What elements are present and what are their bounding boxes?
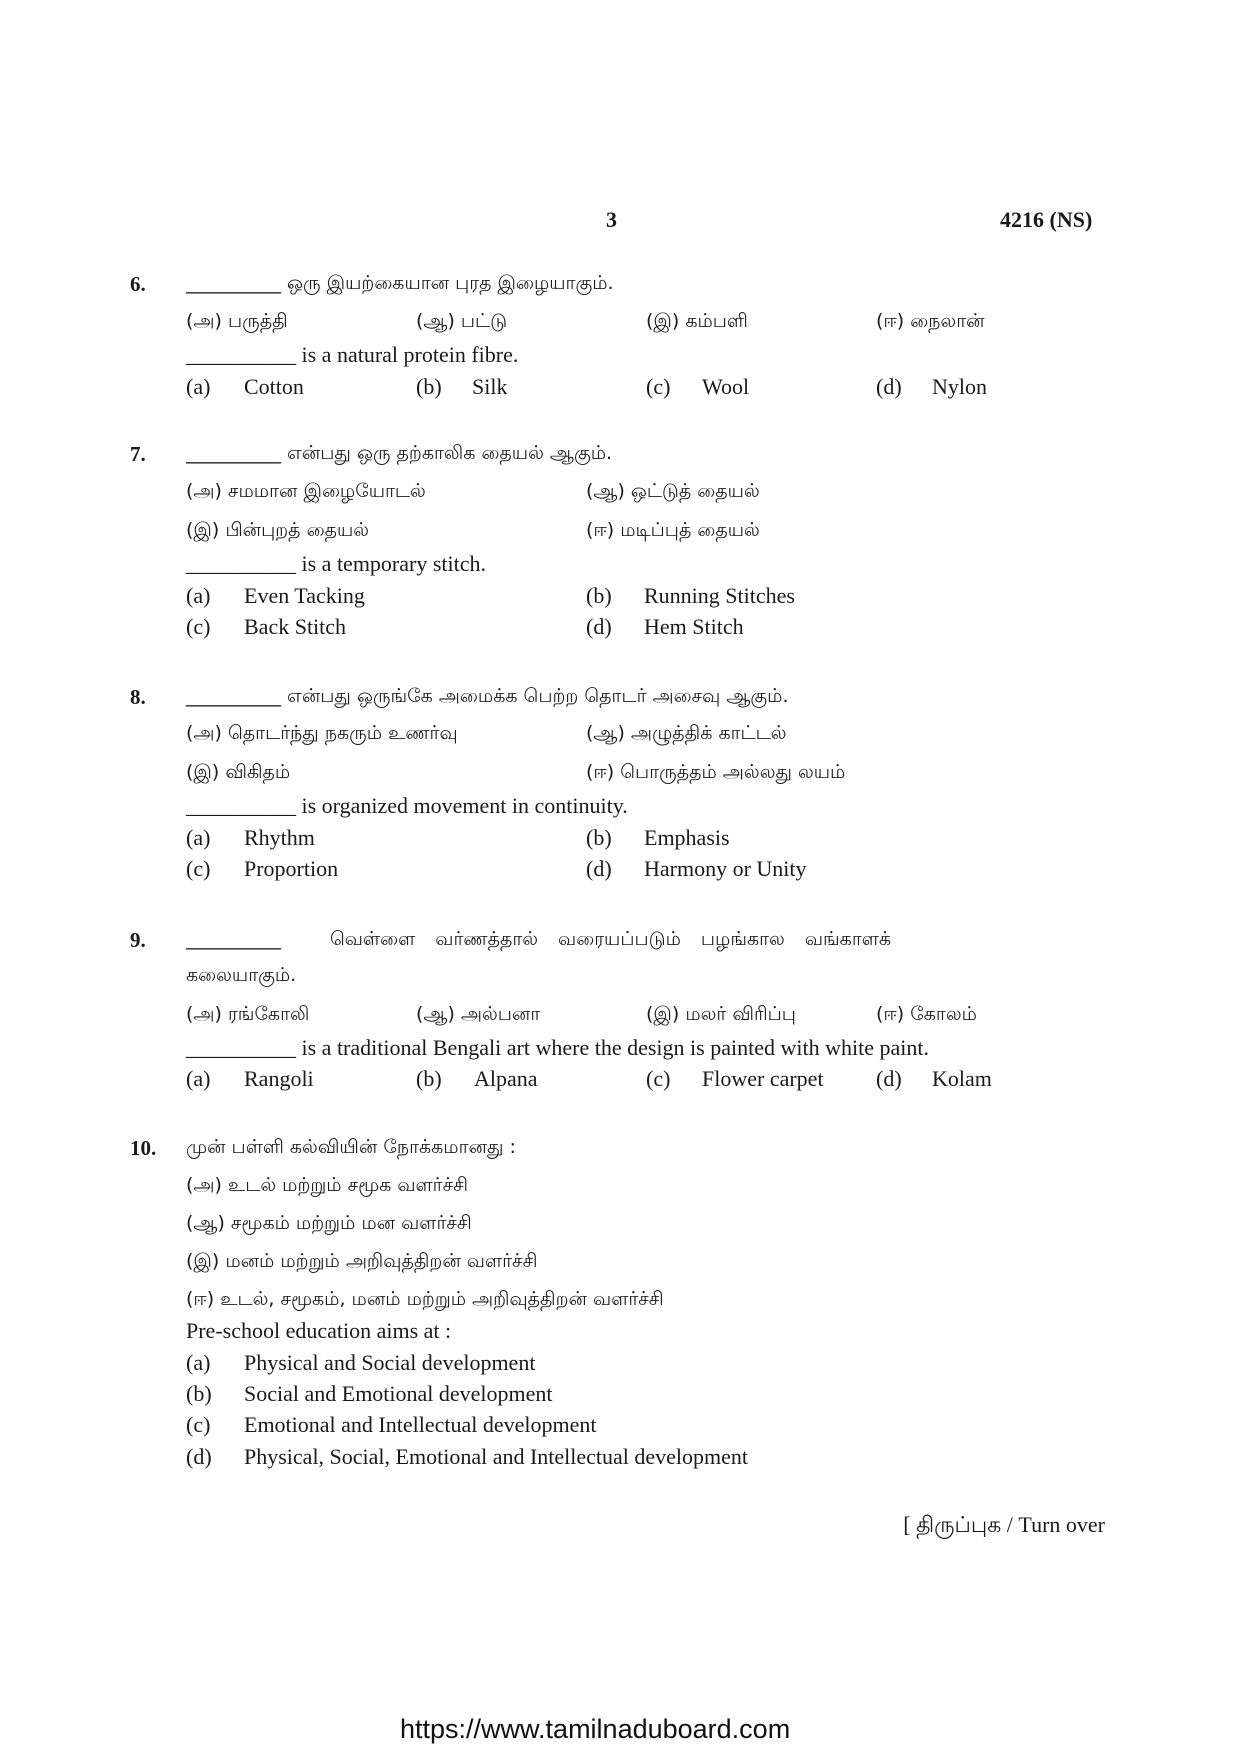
tamil-option-d: (ஈ) உடல், சமூகம், மனம் மற்றும் அறிவுத்திறன் வளர்ச்சி	[186, 1288, 664, 1310]
option-b-label: (b)	[586, 825, 612, 850]
tamil-option-a: (அ) சமமான இழையோடல்	[186, 480, 426, 502]
option-b-text: Alpana	[474, 1066, 538, 1091]
english-stem-text: is a traditional Bengali art where the design is painted with white paint.	[301, 1035, 929, 1060]
option-a-text: Physical and Social development	[244, 1350, 536, 1375]
option-a-text: Rhythm	[244, 825, 315, 850]
blank: __________	[186, 685, 281, 707]
tamil-stem	[186, 442, 612, 467]
option-d-label: (d)	[586, 614, 612, 639]
option-b-label: (b)	[416, 374, 442, 399]
option-d-text: Harmony or Unity	[644, 856, 807, 881]
option-d-label: (d)	[876, 1066, 902, 1091]
tamil-option-a: (அ) பருத்தி	[186, 310, 288, 332]
tamil-option-c: (இ) மலர் விரிப்பு	[646, 1003, 796, 1025]
blank: __________	[186, 442, 281, 464]
tamil-stem: வெள்ளை வர்ணத்தால் வரையப்படும் பழங்கால வங்காளக்	[330, 928, 892, 950]
option-a-label: (a)	[186, 1066, 211, 1091]
option-c-label: (c)	[186, 614, 211, 639]
question-number: 6.	[130, 272, 146, 296]
english-stem	[186, 342, 518, 368]
tamil-option-b: (ஆ) பட்டு	[416, 310, 508, 332]
option-d-label: (d)	[186, 1444, 212, 1469]
site-url[interactable]: https://www.tamilnaduboard.com	[400, 1714, 791, 1744]
tamil-option-a: (அ) ரங்கோலி	[186, 1003, 310, 1025]
english-stem-text: is organized movement in continuity.	[301, 793, 628, 818]
option-d-text: Hem Stitch	[644, 614, 744, 639]
option-c-text: Back Stitch	[244, 614, 347, 639]
option-c-text: Proportion	[244, 856, 339, 881]
english-stem	[186, 793, 628, 819]
english-stem	[186, 1035, 929, 1061]
blank: __________	[186, 272, 281, 294]
tamil-option-b: (ஆ) ஒட்டுத் தையல்	[586, 480, 760, 502]
option-c-text: Wool	[702, 374, 750, 399]
option-a-label: (a)	[186, 374, 211, 399]
english-stem-text: is a temporary stitch.	[301, 551, 487, 576]
option-a-text: Rangoli	[244, 1066, 314, 1091]
tamil-option-d: (ஈ) பொருத்தம் அல்லது லயம்	[586, 761, 846, 783]
tamil-option-a: (அ) தொடர்ந்து நகரும் உணர்வு	[186, 722, 458, 744]
blank: __________	[186, 928, 281, 950]
question-number: 10.	[130, 1136, 157, 1160]
tamil-stem	[186, 685, 789, 710]
tamil-option-c: (இ) மனம் மற்றும் அறிவுத்திறன் வளர்ச்சி	[186, 1250, 538, 1272]
tamil-stem-continued: கலையாகும்.	[186, 964, 297, 986]
blank: __________	[186, 342, 296, 367]
tamil-stem: முன் பள்ளி கல்வியின் நோக்கமானது :	[186, 1136, 516, 1158]
tamil-option-c: (இ) விகிதம்	[186, 761, 291, 783]
option-a-label: (a)	[186, 1350, 211, 1375]
tamil-option-c: (இ) பின்புறத் தையல்	[186, 519, 370, 541]
option-b-text: Running Stitches	[644, 583, 795, 608]
english-stem	[186, 551, 486, 577]
turn-over-note: [ திருப்புக / Turn over	[903, 1512, 1105, 1537]
option-a-label: (a)	[186, 825, 211, 850]
option-b-text: Silk	[472, 374, 508, 399]
tamil-option-c: (இ) கம்பளி	[646, 310, 748, 332]
page-number: 3	[606, 207, 617, 232]
option-b-label: (b)	[586, 583, 612, 608]
tamil-stem-text: என்பது ஒருங்கே அமைக்க பெற்ற தொடர் அசைவு ஆகும்.	[287, 685, 789, 707]
option-d-text: Nylon	[932, 374, 987, 399]
english-stem: Pre-school education aims at :	[186, 1318, 452, 1343]
option-a-label: (a)	[186, 583, 211, 608]
option-d-label: (d)	[586, 856, 612, 881]
tamil-option-b: (ஆ) சமூகம் மற்றும் மன வளர்ச்சி	[186, 1212, 472, 1234]
option-c-label: (c)	[186, 856, 211, 881]
option-d-text: Physical, Social, Emotional and Intellectual development	[244, 1444, 749, 1469]
tamil-option-a: (அ) உடல் மற்றும் சமூக வளர்ச்சி	[186, 1174, 468, 1196]
option-a-text: Even Tacking	[244, 583, 365, 608]
option-c-label: (c)	[646, 374, 671, 399]
option-c-label: (c)	[646, 1066, 671, 1091]
tamil-option-d: (ஈ) கோலம்	[876, 1003, 977, 1025]
english-stem-text: is a natural protein fibre.	[301, 342, 519, 367]
tamil-option-b: (ஆ) அல்பனா	[416, 1003, 541, 1025]
tamil-stem-text: ஒரு இயற்கையான புரத இழையாகும்.	[287, 272, 614, 294]
option-a-text: Cotton	[244, 374, 304, 399]
option-c-label: (c)	[186, 1412, 211, 1437]
tamil-option-d: (ஈ) நைலான்	[876, 310, 985, 332]
question-number: 8.	[130, 685, 146, 709]
option-c-text: Flower carpet	[702, 1066, 824, 1091]
tamil-option-b: (ஆ) அழுத்திக் காட்டல்	[586, 722, 787, 744]
blank: __________	[186, 551, 296, 576]
option-b-label: (b)	[416, 1066, 442, 1091]
tamil-option-d: (ஈ) மடிப்புத் தையல்	[586, 519, 760, 541]
option-c-text: Emotional and Intellectual development	[244, 1412, 597, 1437]
blank: __________	[186, 1035, 296, 1060]
option-d-label: (d)	[876, 374, 902, 399]
paper-code: 4216 (NS)	[1000, 207, 1093, 232]
tamil-stem	[186, 272, 614, 297]
option-d-text: Kolam	[932, 1066, 992, 1091]
question-number: 9.	[130, 928, 146, 952]
tamil-stem-text: என்பது ஒரு தற்காலிக தையல் ஆகும்.	[287, 442, 613, 464]
question-number: 7.	[130, 442, 146, 466]
option-b-label: (b)	[186, 1381, 212, 1406]
option-b-text: Social and Emotional development	[244, 1381, 553, 1406]
blank: __________	[186, 793, 296, 818]
option-b-text: Emphasis	[644, 825, 730, 850]
